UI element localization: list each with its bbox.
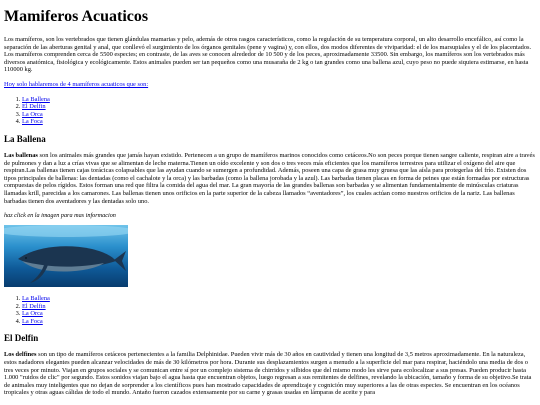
ballena-paragraph — [4, 152, 536, 205]
link-la-ballena-2[interactable]: La Ballena — [22, 295, 50, 303]
link-la-ballena[interactable]: La Ballena — [22, 95, 50, 103]
list-item — [22, 318, 536, 326]
list-item — [22, 96, 536, 104]
whale-image — [4, 225, 128, 287]
intro-paragraph: Los mamíferos, son los vertebrados que tienen glándulas mamarias y pelo, además de otros rasgos característicos, como la regulación de su temperatura corporal, un alto desarrollo encefálico, así como la separación de las aberturas genital y anal, que conllevó el surgimiento de los órganos genitales (pene y vagina) y, con ellos, dos modos diferentes de viviparidad: el de los marsupiales y el de los placentados. Los mamíferos comprenden cerca de 5500 especies; en contraste, de las aves se conocen alrededor de 10 500 y de los peces, aproximadamente 33500. Sin embargo, los mamíferos son los vertebrados más diversos anatómica, fisiológica y ecológicamente. Estos animales pueden ser tan pequeños como una musaraña de 2 kg o tan grandes como una ballena azul, cuyo peso no puede siquiera estimarse, en hasta 110000 kg. — [4, 36, 532, 74]
image-caption: haz click en la imagen para mas informacion — [4, 212, 116, 220]
list-item — [22, 111, 536, 119]
list-item — [22, 303, 536, 311]
list-intro-link-paragraph — [4, 81, 536, 89]
section-heading-ballena: La Ballena — [4, 133, 46, 144]
whale-image-link[interactable] — [4, 225, 128, 287]
link-la-orca[interactable]: La Orca — [22, 110, 43, 118]
list-item — [22, 295, 536, 303]
list-item — [22, 103, 536, 111]
link-el-delfin-2[interactable]: El Delfin — [22, 302, 46, 310]
delfin-lead: Los delfines — [4, 351, 37, 359]
link-el-delfin[interactable]: El Delfin — [22, 103, 46, 111]
page-title: Mamiferos Acuaticos — [4, 8, 149, 25]
link-la-foca-2[interactable]: La Foca — [22, 317, 43, 325]
link-la-foca[interactable]: La Foca — [22, 118, 43, 126]
list-item — [22, 310, 536, 318]
list-intro-link[interactable]: Hoy solo hablaremos de 4 mamíferos acuaticos que son: — [4, 80, 149, 88]
link-la-orca-2[interactable]: La Orca — [22, 310, 43, 318]
delfin-body: son un tipo de mamíferos cetáceos pertenecientes a la familia Delphinidae. Pueden vivir más de 30 años en cautividad y tienen una longitud de 3,5 metros aproximadamente. En la naturaleza, estos nadadores elegantes pueden alcanzar velocidades de más de 30 kilómetros por hora. Durante sus desplazamientos surgen a menudo a la superficie del mar para respirar, haciéndolo una media de dos o tres veces por minuto. Viajan en grupos sociales y se comunican entre sí por un complejo sistema de chirridos y silbidos que del mismo modo les sirve para ecolocalizar a sus presas. Pueden producir hasta 1.000 "ruidos de clic" por segundo. Estos sonidos viajan bajo el agua hasta que encuentran objetos, luego regresan a sus remitentes de delfines, revelando la ubicación, tamaño y forma de su objetivo.Se trata de animales muy inteligentes que no dejan de sorprender a los científicos pues han mostrado capacidades de aprendizaje y cognición muy superiores a las de otras especies. Se encuentran en los océanos tropicales y otras aguas cálidas de todo el mundo. Antaño fueron cazados extensamente por su carne y grasas usadas en lámparas de aceite y para — [4, 351, 532, 397]
nav-list-bottom — [4, 295, 536, 325]
section-heading-delfin: El Delfin — [4, 333, 39, 344]
list-item — [22, 118, 536, 126]
ballena-body: son los animales más grandes que jamás hayan existido. Pertenecen a un grupo de mamíferos marinos conocidos como cetáceos.No son peces porque tienen sangre caliente, respiran aire a través de pulmones y dan a luz a crías vivas que se alimentan de leche materna.Tienen un oído excelente y son dos o tres veces más eficientes que los mamíferos terrestres para utilizar el oxígeno del aire que respiran.Las ballenas tienen cajas torácicas colapsables que las ayudan cuando se sumergen a profundidad. Además, poseen una capa de grasa muy gruesa que las aísla para protegerlas del frío. Existen dos tipos principales de ballenas: las dentadas (como el cachalote y la orca) y las barbadas (como la ballena jorobada y la azul). Las barbadas tienen placas en forma de peines que están formadas por estructuras compuestas de pelos rígidos. Estos forman una red que filtra la comida del agua del mar. La gran mayoría de las grandes ballenas son barbadas y se alimentan fundamentalmente de minúsculas criaturas llamadas krill, parecidas a los camarones. Las ballenas tienen unos orificios en la parte superior de la cabeza llamados “aventadores”, los cuales actúan como nuestros orificios de la nariz. Las ballenas barbadas tienen dos aventadores y las dentadas solo uno. — [4, 151, 535, 205]
ballena-lead: Las ballenas — [4, 151, 38, 159]
nav-list-top — [4, 96, 536, 126]
delfin-paragraph — [4, 351, 536, 397]
